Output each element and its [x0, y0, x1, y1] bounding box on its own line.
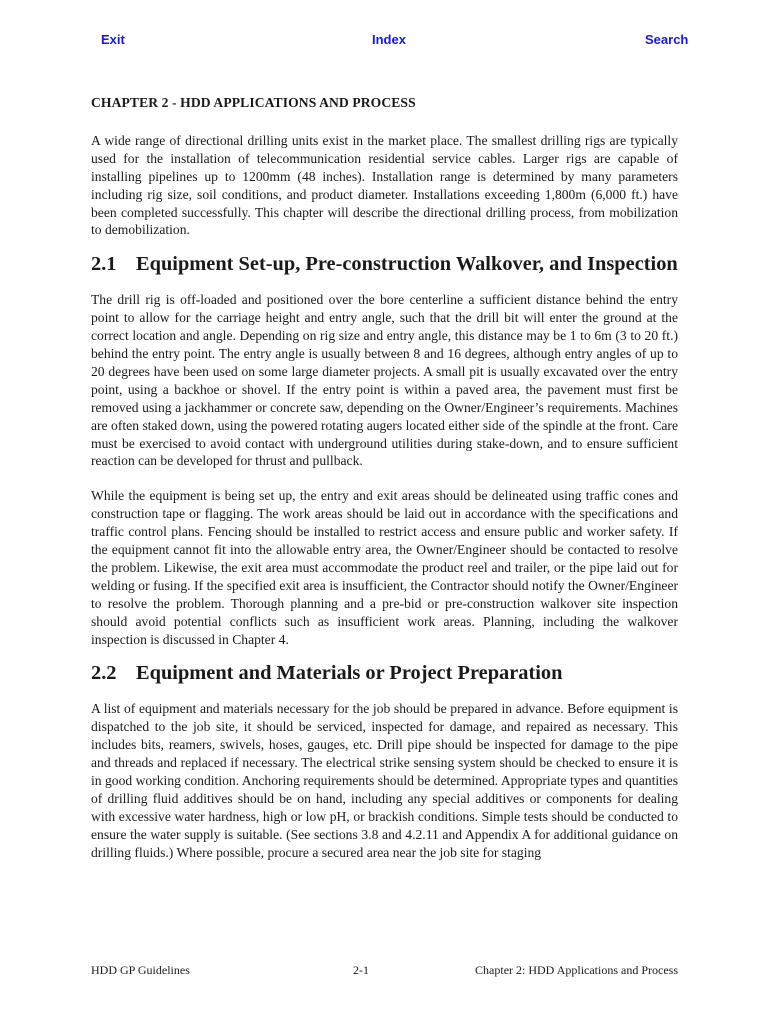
section-title: Equipment and Materials or Project Preparation	[136, 662, 563, 685]
section-number: 2.1	[91, 253, 117, 276]
document-body	[91, 94, 678, 879]
section-2-1-heading	[91, 253, 678, 276]
footer-chapter-title: Chapter 2: HDD Applications and Process	[475, 963, 678, 977]
search-link[interactable]: Search	[645, 32, 689, 47]
intro-paragraph: A wide range of directional drilling units exist in the market place. The smallest drilling rigs are typically used for the installation of telecommunication residential service cables. Larger rigs are capable of installing pipelines up to 1200mm (48 inches). Installation range is determined by many parameters including rig size, soil conditions, and product diameter. Installations exceeding 1,800m (6,000 ft.) have been completed successfully. This chapter will describe the directional drilling process, from mobilization to demobilization.	[91, 132, 678, 238]
section-2-1-paragraph-1: The drill rig is off-loaded and positioned over the bore centerline a sufficient distance behind the entry point to allow for the carriage height and entry angle, such that the drill bit will enter the ground at the correct location and angle. Depending on rig size and entry angle, this distance may be 1 to 6m (3 to 20 ft.) behind the entry point. The entry angle is usually between 8 and 16 degrees, although entry angles of up to 20 degrees have been used on some large diameter projects. A small pit is usually excavated over the entry point, using a backhoe or shovel. If the entry point is within a paved area, the pavement must first be removed using a jackhammer or concrete saw, depending on the Owner/Engineer’s requirements. Machines are often staked down, using the powered rotating augers located either side of the spindle at the front. Care must be exercised to avoid contact with underground utilities during stake-down, and to ensure sufficient reaction can be developed for thrust and pullback.	[91, 292, 678, 469]
section-title: Equipment Set-up, Pre-construction Walkover, and Inspection	[136, 253, 678, 276]
footer-page-number: 2-1	[353, 963, 369, 977]
footer-document-title: HDD GP Guidelines	[91, 963, 190, 977]
chapter-title: CHAPTER 2 - HDD APPLICATIONS AND PROCESS	[91, 95, 416, 110]
section-2-2-paragraph-1: A list of equipment and materials necessary for the job should be prepared in advance. Before equipment is dispatched to the job site, it should be serviced, inspected for damage, and repaired as necessary. This includes bits, reamers, swivels, hoses, gauges, etc. Drill pipe should be inspected for damage to the pipe and threads and replaced if necessary. The electrical strike sensing system should be checked to ensure it is in good working condition. Anchoring requirements should be determined. Appropriate types and quantities of drilling fluid additives should be on hand, including any special additives or components for dealing with excessive water hardness, high or low pH, or brackish conditions. Simple tests should be conducted to ensure the water supply is suitable. (See sections 3.8 and 4.2.11 and Appendix A for additional guidance on drilling fluids.) Where possible, procure a secured area near the job site for staging	[91, 701, 678, 860]
section-2-1-paragraph-2: While the equipment is being set up, the entry and exit areas should be delineated using traffic cones and construction tape or flagging. The work areas should be laid out in accordance with the specifications and traffic control plans. Fencing should be installed to restrict access and ensure public and worker safety. If the equipment cannot fit into the allowable entry area, the Owner/Engineer should be contacted to resolve the problem. Likewise, the exit area must accommodate the product reel and trailer, or the pipe laid out for welding or fusing. If the specified exit area is insufficient, the Contractor should notify the Owner/Engineer to resolve the problem. Thorough planning and a pre-bid or pre-construction walkover site inspection should avoid potential conflicts such as insufficient work areas. Planning, including the walkover inspection is discussed in Chapter 4.	[91, 488, 678, 647]
index-link[interactable]: Index	[372, 32, 406, 47]
section-2-2-heading	[91, 662, 678, 685]
section-number: 2.2	[91, 662, 117, 685]
exit-link[interactable]: Exit	[101, 32, 125, 47]
